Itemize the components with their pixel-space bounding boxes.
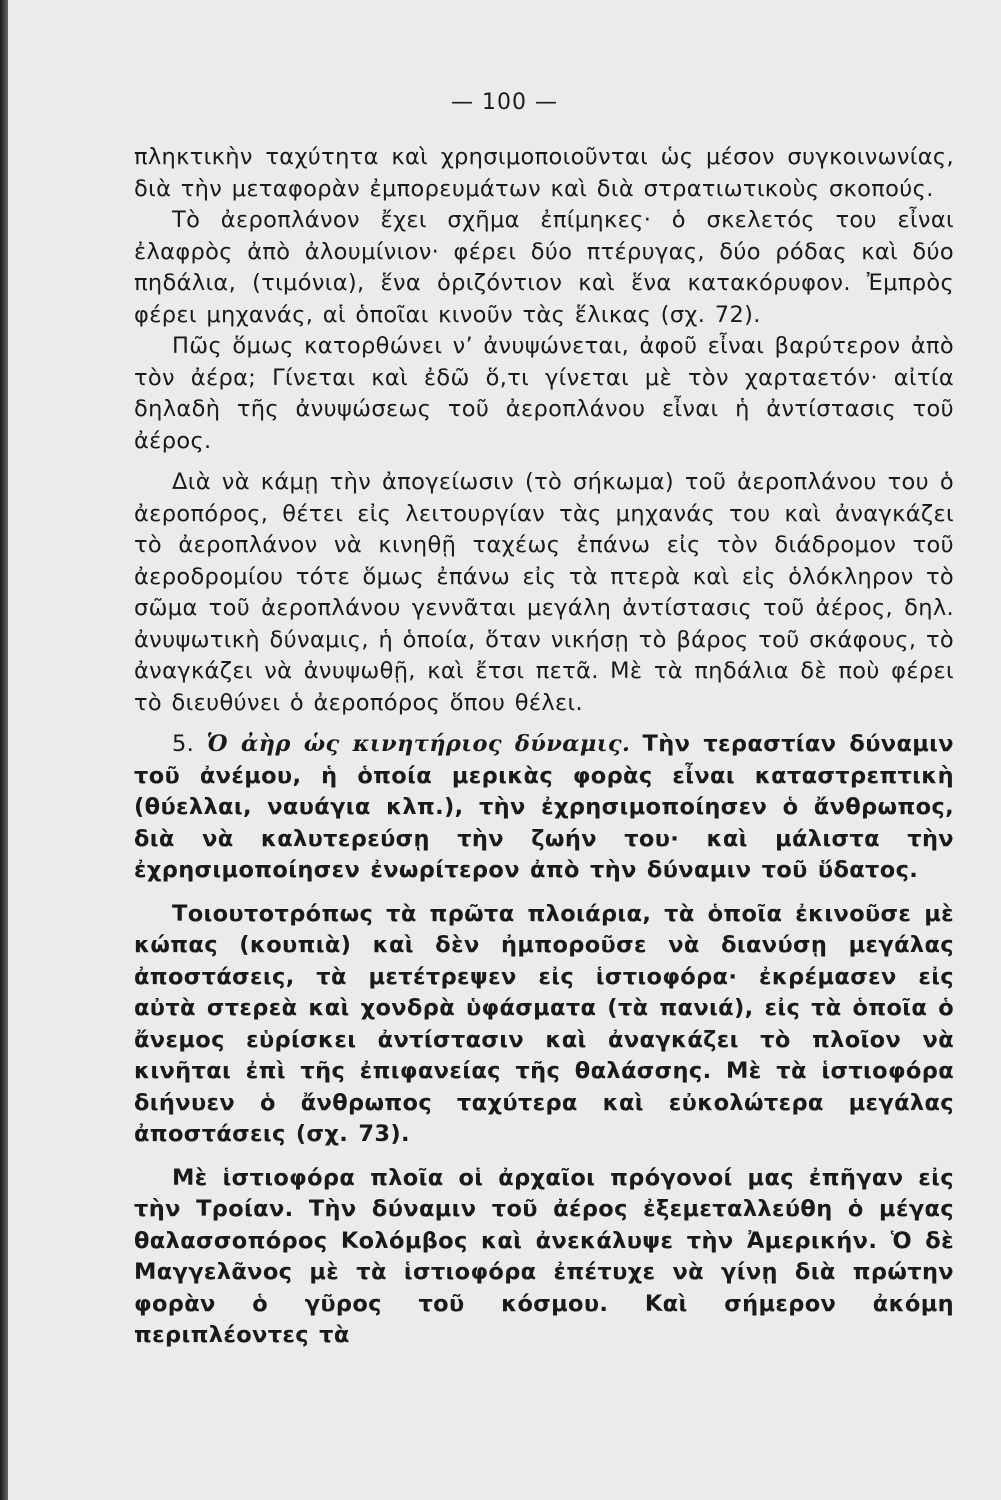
scan-left-edge [0,0,8,1500]
book-page [8,0,1001,1500]
paragraph-ancestors-troy: Μὲ ἱστιοφόρα πλοῖα οἱ ἀρχαῖοι πρόγονοί μας ἐπῆγαν εἰς τὴν Τροίαν. Τὴν δύναμιν τοῦ ἀέρος ἐξεμεταλλεύθη ὁ μέγας θαλασσοπόρος Κολόμβος καὶ ἀνεκάλυψε τὴν Ἀμερικήν. Ὁ δὲ Μαγγελᾶνος μὲ τὰ ἱστιοφόρα ἐπέτυχε νὰ γίνῃ διὰ πρώτην φορὰν ὁ γῦρος τοῦ κόσμου. Καὶ σήμερον ἀκόμη περιπλέοντες τὰ [134,1164,954,1348]
paragraph-takeoff: Διὰ νὰ κάμῃ τὴν ἀπογείωσιν (τὸ σήκωμα) τοῦ ἀεροπλάνου του ὁ ἀεροπόρος, θέτει εἰς λειτουργίαν τὰς μηχανάς του καὶ ἀναγκάζει τὸ ἀεροπλάνον νὰ κινηθῇ ταχέως ἐπάνω εἰς τὸν διάδρομον τοῦ ἀεροδρομίου τότε ὅμως ἐπάνω εἰς τὰ πτερὰ καὶ εἰς ὁλόκληρον τὸ σῶμα τοῦ ἀεροπλάνου γεννᾶται μεγάλη ἀντίστασις τοῦ ἀέρος, δηλ. ἀνυψωτικὴ δύναμις, ἡ ὁποία, ὅταν νικήσῃ τὸ βάρος τοῦ σκάφους, τὸ ἀναγκάζει νὰ ἀνυψωθῇ, καὶ ἔτσι πετᾶ. Μὲ τὰ πηδάλια δὲ ποὺ φέρει τὸ διευθύνει ὁ ἀεροπόρος ὅπου θέλει. [134,469,954,716]
page-number: — 100 — [451,90,558,115]
paragraph-sailing-ships: Τοιουτοτρόπως τὰ πρῶτα πλοιάρια, τὰ ὁποῖα ἐκινοῦσε μὲ κώπας (κουπιὰ) καὶ δὲν ἠμποροῦσε νὰ διανύσῃ μεγάλας ἀποστάσεις, τὰ μετέτρεψεν εἰς ἱστιοφόρα· ἐκρέμασεν εἰς αὐτὰ στερεὰ καὶ χονδρὰ ὑφάσματα (τὰ πανιά), εἰς τὰ ὁποῖα ὁ ἄνεμος εὑρίσκει ἀντίστασιν καὶ ἀναγκάζει τὸ πλοῖον νὰ κινῆται ἐπὶ τῆς ἐπιφανείας τῆς θαλάσσης. Μὲ τὰ ἱστιοφόρα διήνυεν ὁ ἄνθρωπος ταχύτερα καὶ εὐκολώτερα μεγάλας ἀποστάσεις (σχ. 73). [134,900,954,1147]
paragraph-lift-question: Πῶς ὅμως κατορθώνει ν’ ἀνυψώνεται, ἀφοῦ εἶναι βαρύτερον ἀπὸ τὸν ἀέρα; Γίνεται καὶ ἐδῶ ὅ,τι γίνεται μὲ τὸν χαρταετόν· αἰτία δηλαδὴ τῆς ἀνυψώσεως τοῦ ἀεροπλάνου εἶναι ἡ ἀντίστασις τοῦ ἀέρος. [134,333,954,454]
section-heading: Ὁ ἀὴρ ὡς κινητήριος δύναμις. [206,731,631,757]
section-text: Τὴν τεραστίαν δύναμιν τοῦ ἀνέμου, ἡ ὁποία μερικὰς φορὰς εἶναι καταστρεπτικὴ (θύελλαι, ναυάγια κλπ.), τὴν ἐχρησιμοποίησεν ὁ ἄνθρωπος, διὰ νὰ καλυτερεύσῃ τὴν ζωήν του· καὶ μάλιστα τὴν ἐχρησιμοποίησεν ἐνωρίτερον ἀπὸ τὴν δύναμιν τοῦ ὕδατος. [134,731,954,883]
paragraph-continuation: πληκτικὴν ταχύτητα καὶ χρησιμοποιοῦνται ὡς μέσον συγκοινωνίας, διὰ τὴν μεταφορὰν ἐμπορευμάτων καὶ διὰ στρατιωτικοὺς σκοπούς. [134,144,954,202]
page-body [134,142,954,1352]
paragraph-airplane-shape: Τὸ ἀεροπλάνον ἔχει σχῆμα ἐπίμηκες· ὁ σκελετός του εἶναι ἐλαφρὸς ἀπὸ ἀλουμίνιον· φέρει δύο πτέρυγας, δύο ρόδας καὶ δύο πηδάλια, (τιμόνια), ἕνα ὁριζόντιον καὶ ἕνα κατακόρυφον. Ἐμπρὸς φέρει μηχανάς, αἱ ὁποῖαι κινοῦν τὰς ἕλικας (σχ. 72). [134,207,954,328]
section-5-paragraph [134,729,954,887]
section-number: 5. [172,731,195,757]
